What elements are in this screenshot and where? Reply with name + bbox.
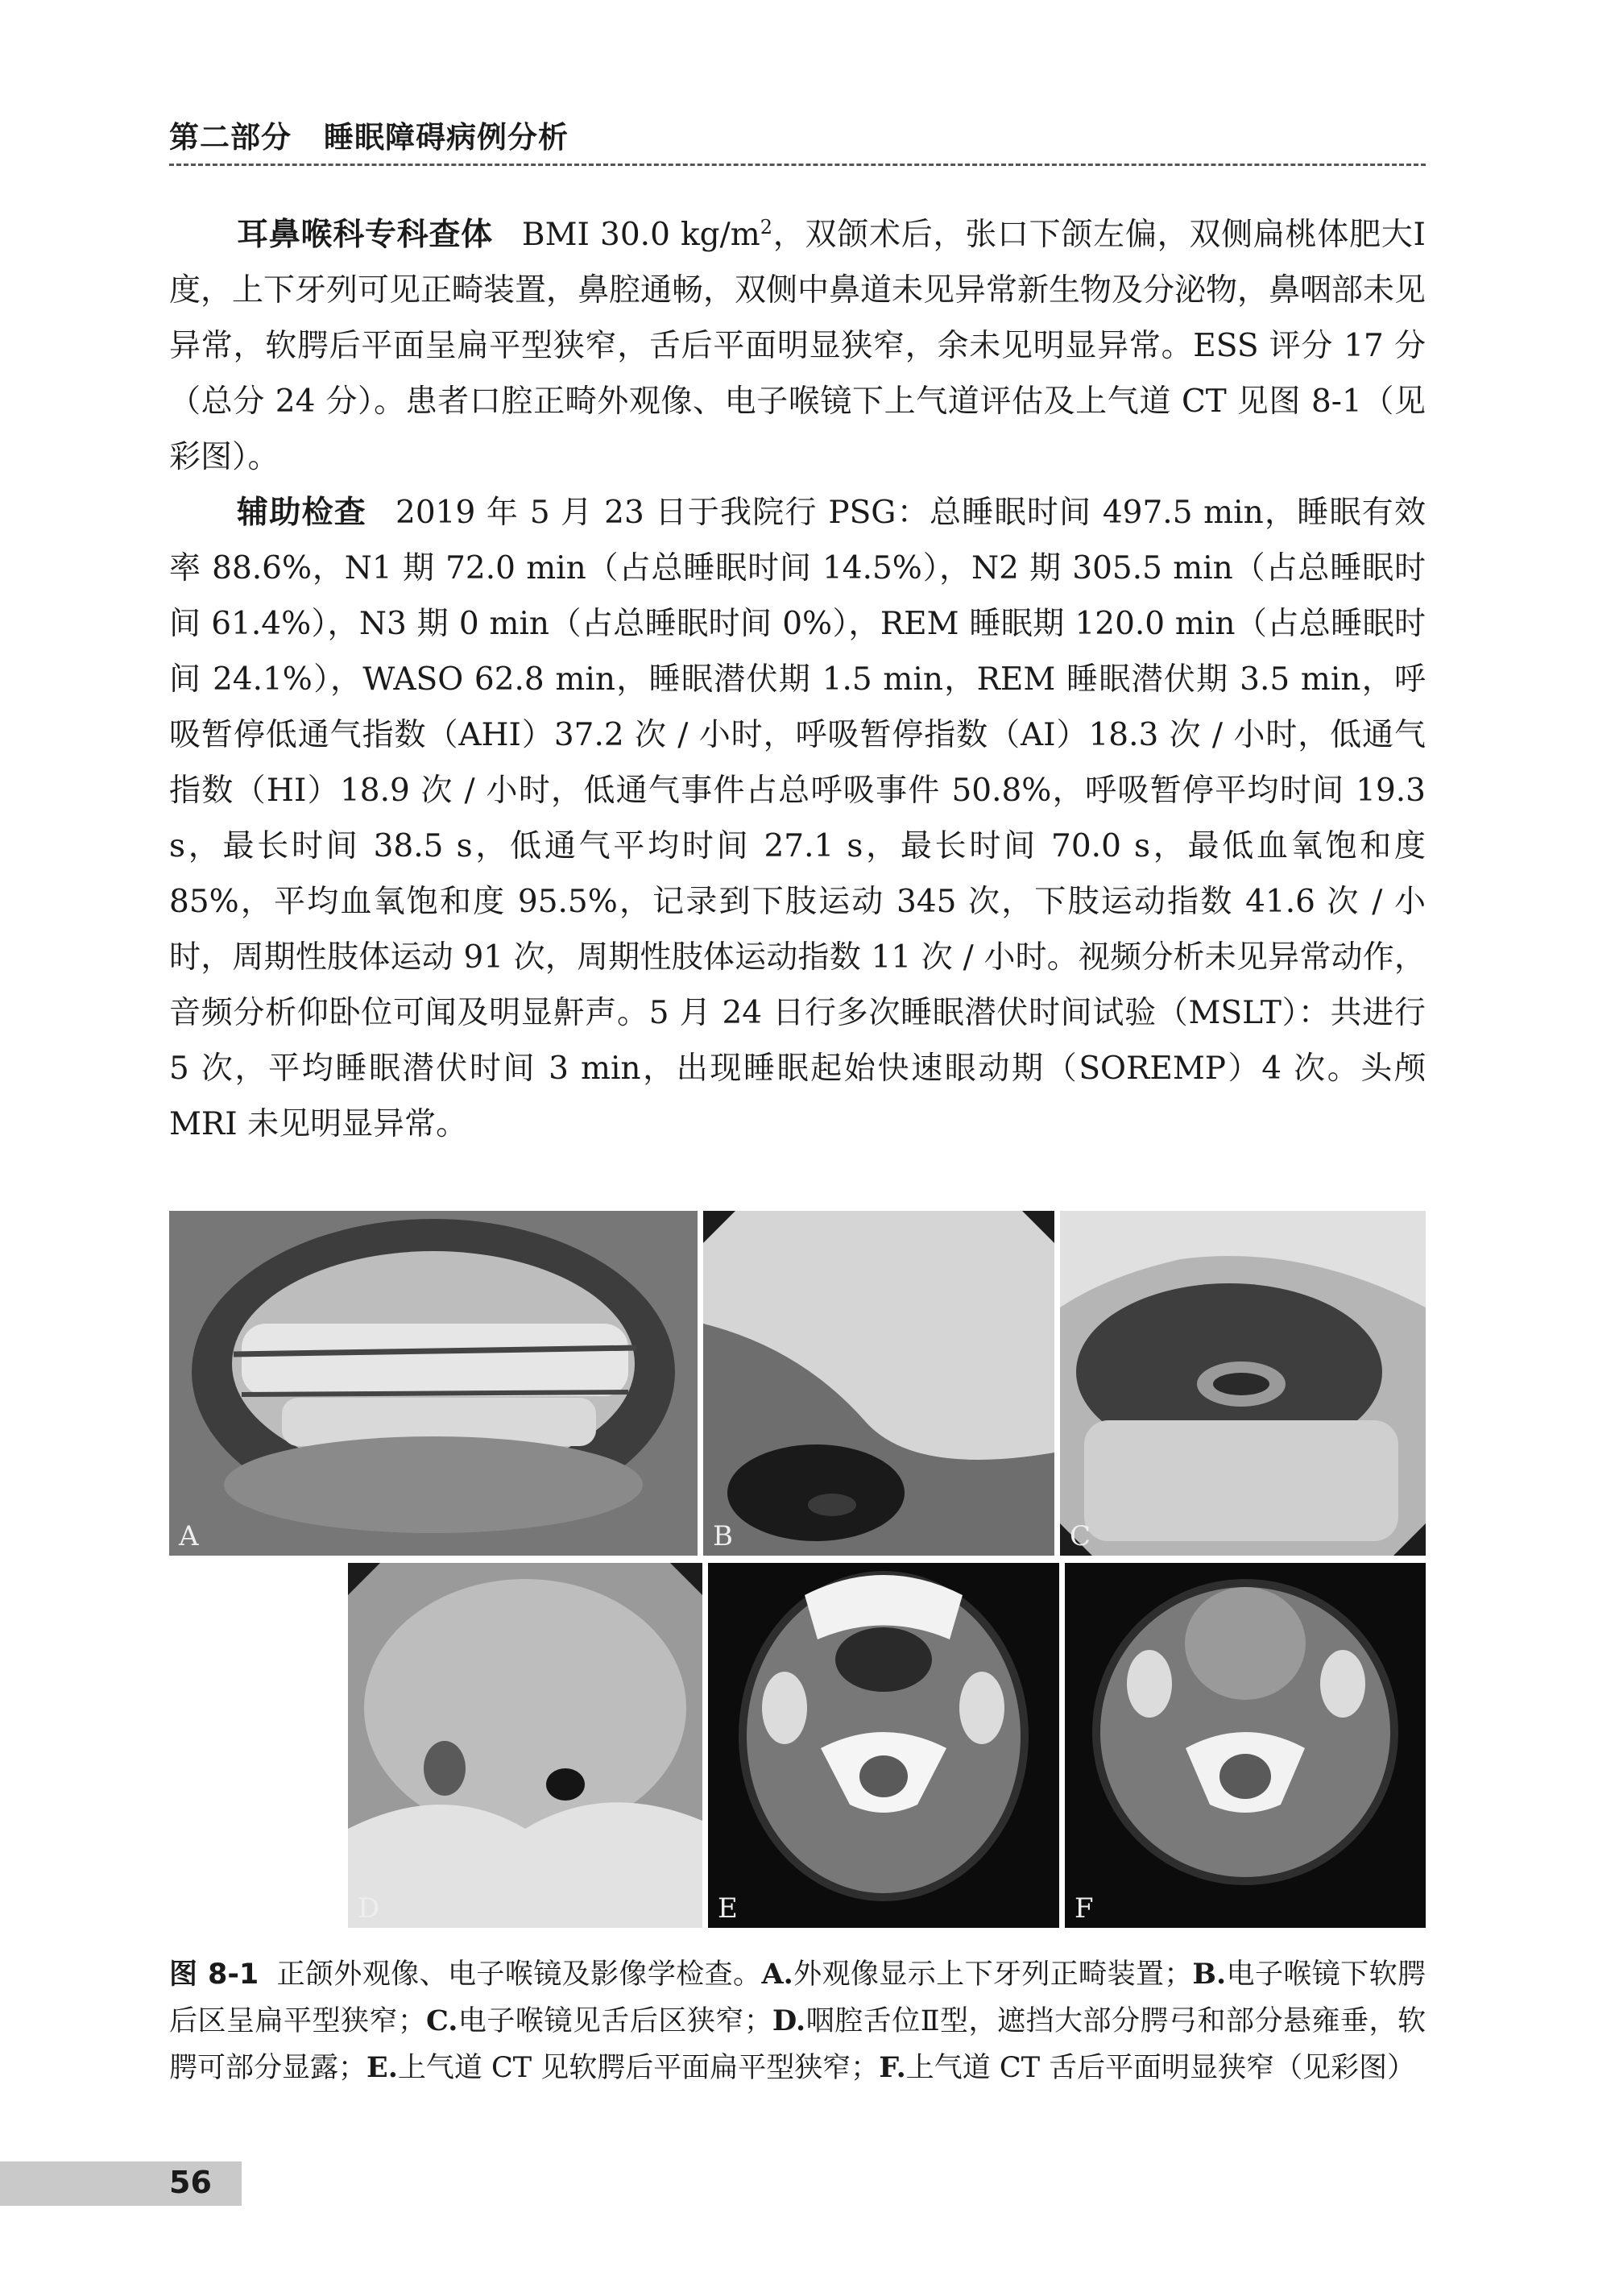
ct-image-e (708, 1563, 1059, 1928)
caption-intro: 正颌外观像、电子喉镜及影像学检查。 (276, 1958, 762, 1991)
caption-item-text: 咽腔舌位Ⅱ型，遮挡大部分腭弓和部分悬雍垂，软腭可部分显露； (169, 2005, 1426, 2084)
panel-label: A (179, 1520, 199, 1552)
chapter-title: 睡眠障碍病例分析 (324, 120, 569, 155)
part-label: 第二部分 (169, 120, 292, 155)
dental-photo-image (169, 1211, 698, 1556)
caption-item-label: B. (1192, 1958, 1227, 1991)
panel-b-endoscopy (703, 1211, 1054, 1556)
endoscopy-image-d (348, 1563, 702, 1928)
paragraph-text: BMI 30.0 kg/m (521, 217, 760, 253)
paragraph-text: ，双颌术后，张口下颌左偏，双侧扁桃体肥大Ⅰ度，上下牙列可见正畸装置，鼻腔通畅，双侧中鼻道未见异常新生物及分泌物，鼻咽部未见异常，软腭后平面呈扁平型狭窄，舌后平面明显狭窄，余未见明显异常。ESS 评分 17 分（总分 24 分）。患者口腔正畸外观像、电子喉镜下上气道评估及上气道 CT 见图 8-1（见彩图）。 (169, 217, 1426, 475)
caption-item-label: A. (761, 1958, 793, 1991)
panel-c-endoscopy (1060, 1211, 1426, 1556)
panel-e-ct (708, 1563, 1059, 1928)
endoscopy-image-b (703, 1211, 1054, 1556)
paragraph-aux-exam (169, 485, 1426, 1152)
paragraph-text: 2019 年 5 月 23 日于我院行 PSG：总睡眠时间 497.5 min，睡眠有效率 88.6%，N1 期 72.0 min（占总睡眠时间 14.5%），N2 期 305.5 min（占总睡眠时间 61.4%），N3 期 0 min（占总睡眠时间 0%），REM 睡眠期 120.0 min（占总睡眠时间 24.1%），WASO 62.8 min，睡眠潜伏期 1.5 min，REM 睡眠潜伏期 3.5 min，呼吸暂停低通气指数（AHI）37.2 次 / 小时，呼吸暂停指数（AI）18.3 次 / 小时，低通气指数（HI）18.9 次 / 小时，低通气事件占总呼吸事件 50.8%，呼吸暂停平均时间 19.3 s，最长时间 38.5 s，低通气平均时间 27.1 s，最长时间 70.0 s，最低血氧饱和度 85%，平均血氧饱和度 95.5%，记录到下肢运动 345 次，下肢运动指数 41.6 次 / 小时，周期性肢体运动 91 次，周期性肢体运动指数 11 次 / 小时。视频分析未见异常动作，音频分析仰卧位可闻及明显鼾声。5 月 24 日行多次睡眠潜伏时间试验（MSLT）：共进行 5 次，平均睡眠潜伏时间 3 min，出现睡眠起始快速眼动期（SOREMP）4 次。头颅 MRI 未见明显异常。 (169, 495, 1426, 1142)
paragraph-ent-exam (169, 200, 1426, 485)
caption-item-text: 电子喉镜见舌后区狭窄； (458, 2005, 772, 2037)
panel-d-endoscopy (348, 1563, 702, 1928)
page-number: 56 (169, 2165, 212, 2200)
caption-item-label: F. (879, 2051, 906, 2084)
running-head (169, 113, 1426, 156)
figure-id: 图 8-1 (169, 1958, 259, 1991)
caption-item-text: 上气道 CT 舌后平面明显狭窄（见彩图） (905, 2052, 1416, 2084)
figure-caption (169, 1951, 1426, 2091)
panel-label: C (1070, 1520, 1091, 1552)
panel-label: D (358, 1892, 380, 1925)
paragraph-lead: 耳鼻喉科专科查体 (237, 217, 493, 253)
body-text (169, 200, 1426, 1152)
caption-item-label: E. (366, 2051, 398, 2084)
caption-item-text: 外观像显示上下牙列正畸装置； (793, 1958, 1193, 1991)
caption-item-text: 电子喉镜下软腭后区呈扁平型狭窄； (169, 1958, 1426, 2037)
panel-label: B (713, 1520, 733, 1552)
panel-a-photo (169, 1211, 698, 1556)
panel-label: F (1075, 1892, 1094, 1925)
caption-item-label: D. (772, 2004, 806, 2037)
caption-item-label: C. (426, 2004, 458, 2037)
ct-image-f (1065, 1563, 1426, 1928)
paragraph-lead: 辅助检查 (237, 495, 367, 531)
superscript: 2 (760, 216, 773, 238)
panel-label: E (718, 1892, 738, 1925)
panel-f-ct (1065, 1563, 1426, 1928)
figure-8-1 (169, 1211, 1426, 1928)
header-divider (169, 164, 1426, 166)
endoscopy-image-c (1060, 1211, 1426, 1556)
caption-item-text: 上气道 CT 见软腭后平面扁平型狭窄； (397, 2052, 880, 2084)
